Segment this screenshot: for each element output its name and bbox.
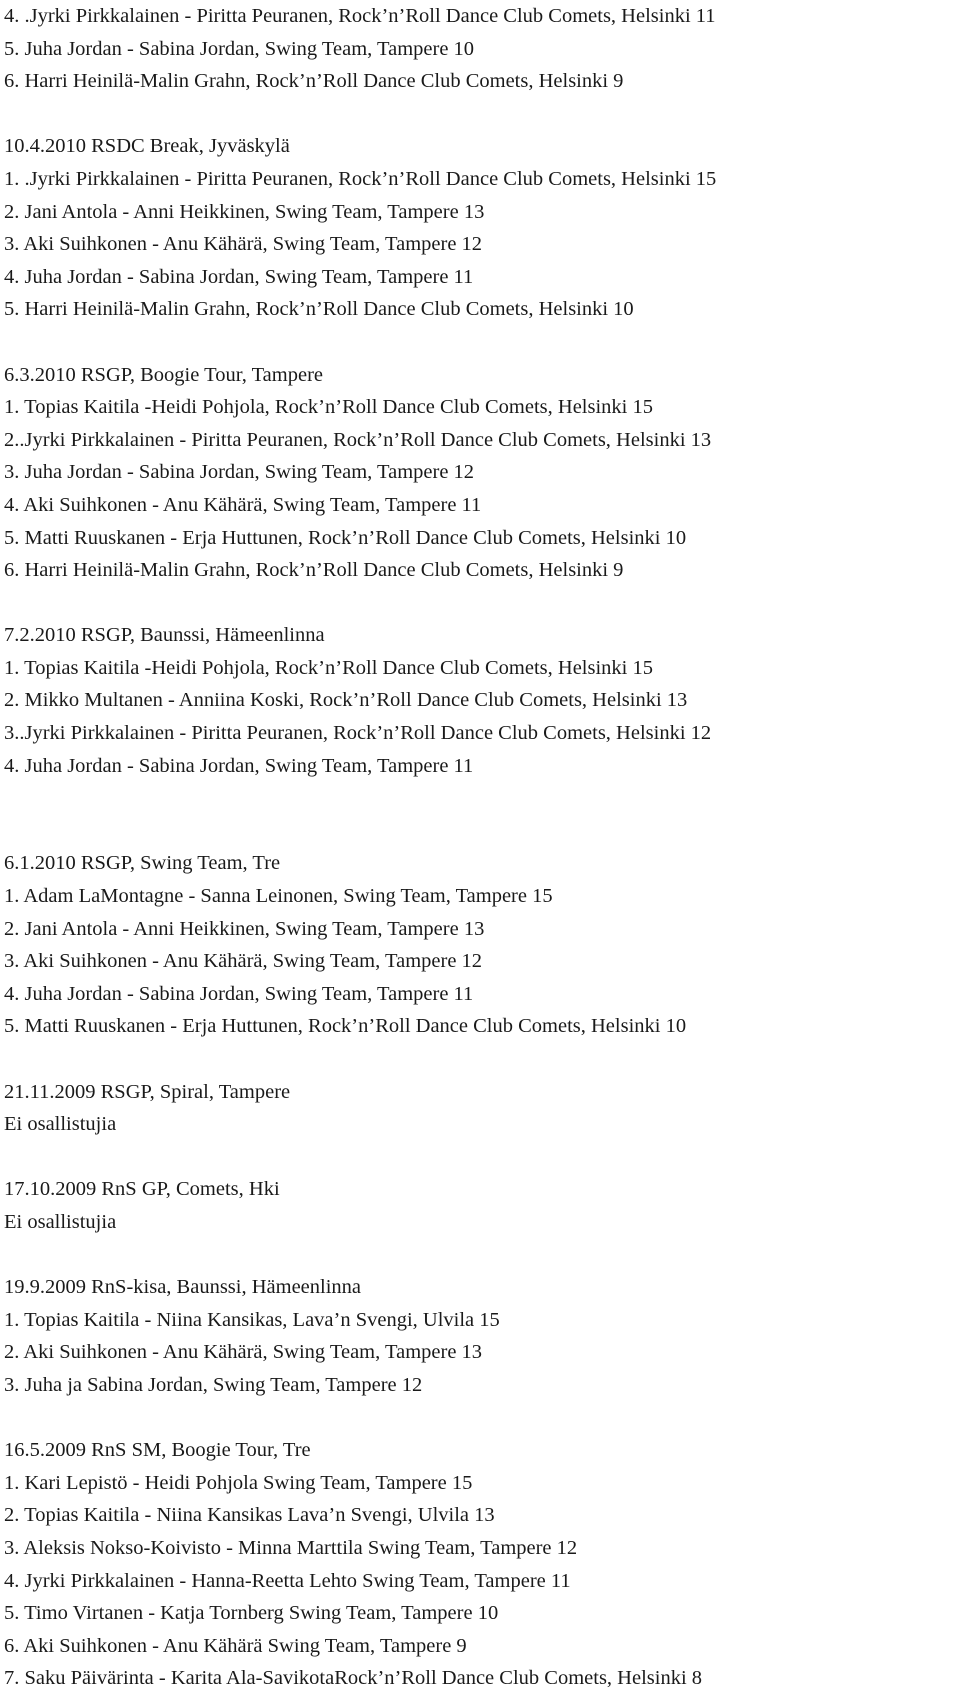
result-line: 4. Juha Jordan - Sabina Jordan, Swing Team, Tampere 11 <box>4 265 474 288</box>
result-line: 3. Aki Suihkonen - Anu Kähärä, Swing Team, Tampere 12 <box>4 950 483 973</box>
result-line: 1. Topias Kaitila - Niina Kansikas, Lava’n Svengi, Ulvila 15 <box>4 1308 500 1331</box>
spacer <box>4 1239 958 1272</box>
result-line: 5. Juha Jordan - Sabina Jordan, Swing Team, Tampere 10 <box>4 37 475 60</box>
result-line: 1. Topias Kaitila -Heidi Pohjola, Rock’n’Roll Dance Club Comets, Helsinki 15 <box>4 396 653 419</box>
result-line: 3. Juha ja Sabina Jordan, Swing Team, Tampere 12 <box>4 1373 423 1396</box>
result-line: 1. Topias Kaitila -Heidi Pohjola, Rock’n’Roll Dance Club Comets, Helsinki 15 <box>4 656 653 679</box>
result-line: 2. Topias Kaitila - Niina Kansikas Lava’n Svengi, Ulvila 13 <box>4 1504 495 1527</box>
result-line: 1. Kari Lepistö - Heidi Pohjola Swing Team, Tampere 15 <box>4 1471 473 1494</box>
result-line: 3. Aki Suihkonen - Anu Kähärä, Swing Team, Tampere 12 <box>4 233 483 256</box>
results-block <box>4 847 958 1043</box>
result-line: 5. Harri Heinilä-Malin Grahn, Rock’n’Roll Dance Club Comets, Helsinki 10 <box>4 298 634 321</box>
results-block <box>4 0 958 98</box>
result-line: 6. Harri Heinilä-Malin Grahn, Rock’n’Roll Dance Club Comets, Helsinki 9 <box>4 70 624 93</box>
results-block <box>4 1173 958 1238</box>
results-block <box>4 1076 958 1141</box>
event-heading: 16.5.2009 RnS SM, Boogie Tour, Tre <box>4 1439 311 1462</box>
result-line: 2. Mikko Multanen - Anniina Koski, Rock’n’Roll Dance Club Comets, Helsinki 13 <box>4 689 688 712</box>
event-heading: 17.10.2009 RnS GP, Comets, Hki <box>4 1178 280 1201</box>
result-line: 5. Matti Ruuskanen - Erja Huttunen, Rock’n’Roll Dance Club Comets, Helsinki 10 <box>4 526 687 549</box>
spacer <box>4 1141 958 1174</box>
event-heading: 19.9.2009 RnS-kisa, Baunssi, Hämeenlinna <box>4 1276 362 1299</box>
spacer <box>4 1043 958 1076</box>
result-line: Ei osallistujia <box>4 1210 117 1233</box>
spacer <box>4 98 958 131</box>
result-line: 5. Timo Virtanen - Katja Tornberg Swing Team, Tampere 10 <box>4 1602 499 1625</box>
result-line: 3. Juha Jordan - Sabina Jordan, Swing Team, Tampere 12 <box>4 461 475 484</box>
result-line: 2. Aki Suihkonen - Anu Kähärä, Swing Team, Tampere 13 <box>4 1341 483 1364</box>
result-line: Ei osallistujia <box>4 1113 117 1136</box>
results-document <box>4 0 958 1695</box>
results-block <box>4 130 958 326</box>
result-line: 2. Jani Antola - Anni Heikkinen, Swing Team, Tampere 13 <box>4 917 485 940</box>
results-block <box>4 619 958 782</box>
result-line: 4. Juha Jordan - Sabina Jordan, Swing Team, Tampere 11 <box>4 982 474 1005</box>
result-line: 1. Adam LaMontagne - Sanna Leinonen, Swing Team, Tampere 15 <box>4 885 553 908</box>
result-line: 5. Matti Ruuskanen - Erja Huttunen, Rock’n’Roll Dance Club Comets, Helsinki 10 <box>4 1015 687 1038</box>
result-line: 6. Harri Heinilä-Malin Grahn, Rock’n’Roll Dance Club Comets, Helsinki 9 <box>4 559 624 582</box>
result-line: 7. Saku Päivärinta - Karita Ala-SavikotaRock’n’Roll Dance Club Comets, Helsinki 8 <box>4 1667 703 1690</box>
spacer <box>4 782 958 847</box>
event-heading: 6.3.2010 RSGP, Boogie Tour, Tampere <box>4 363 323 386</box>
spacer <box>4 587 958 620</box>
event-heading: 21.11.2009 RSGP, Spiral, Tampere <box>4 1080 291 1103</box>
result-line: 2..Jyrki Pirkkalainen - Piritta Peuranen, Rock’n’Roll Dance Club Comets, Helsinki 13 <box>4 428 712 451</box>
result-line: 6. Aki Suihkonen - Anu Kähärä Swing Team, Tampere 9 <box>4 1634 467 1657</box>
spacer <box>4 1402 958 1435</box>
results-block <box>4 1434 958 1695</box>
spacer <box>4 326 958 359</box>
result-line: 4. .Jyrki Pirkkalainen - Piritta Peuranen, Rock’n’Roll Dance Club Comets, Helsinki 11 <box>4 5 716 27</box>
event-heading: 10.4.2010 RSDC Break, Jyväskylä <box>4 135 290 158</box>
result-line: 3..Jyrki Pirkkalainen - Piritta Peuranen, Rock’n’Roll Dance Club Comets, Helsinki 12 <box>4 722 712 745</box>
results-block <box>4 359 958 587</box>
results-block <box>4 1271 958 1401</box>
result-line: 2. Jani Antola - Anni Heikkinen, Swing Team, Tampere 13 <box>4 200 485 223</box>
result-line: 4. Jyrki Pirkkalainen - Hanna-Reetta Lehto Swing Team, Tampere 11 <box>4 1569 571 1592</box>
event-heading: 7.2.2010 RSGP, Baunssi, Hämeenlinna <box>4 624 325 647</box>
result-line: 3. Aleksis Nokso-Koivisto - Minna Marttila Swing Team, Tampere 12 <box>4 1536 578 1559</box>
result-line: 4. Juha Jordan - Sabina Jordan, Swing Team, Tampere 11 <box>4 754 474 777</box>
event-heading: 6.1.2010 RSGP, Swing Team, Tre <box>4 852 281 875</box>
result-line: 1. .Jyrki Pirkkalainen - Piritta Peuranen, Rock’n’Roll Dance Club Comets, Helsinki 15 <box>4 167 717 190</box>
result-line: 4. Aki Suihkonen - Anu Kähärä, Swing Team, Tampere 11 <box>4 493 482 516</box>
